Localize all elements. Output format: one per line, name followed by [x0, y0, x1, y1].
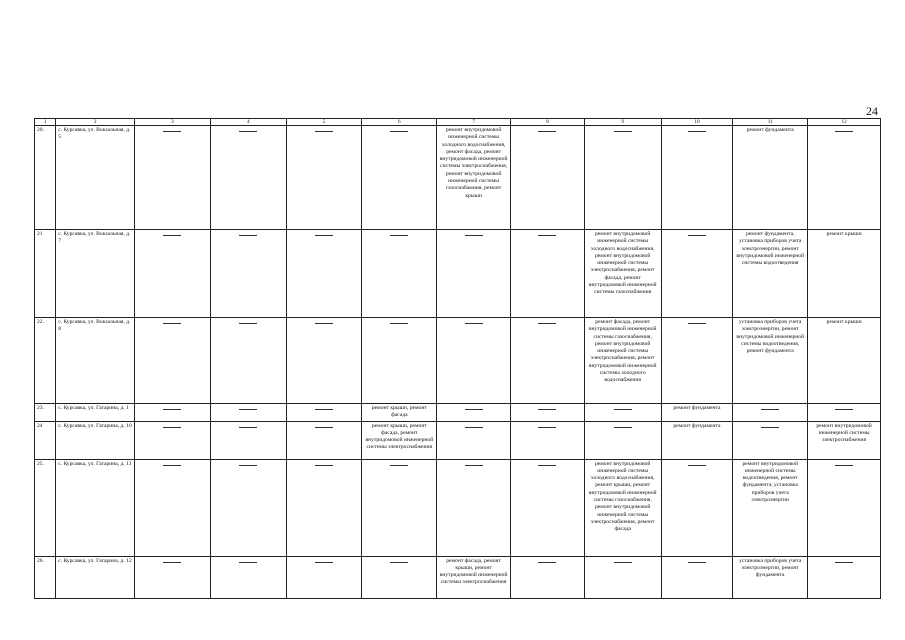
repair-work-cell: ремонт внутридомовой инженерной системы электроснабжения	[808, 421, 881, 459]
dash-mark	[835, 409, 853, 410]
dash-mark	[688, 465, 706, 466]
empty-dash-cell	[210, 421, 286, 459]
repair-work-cell: ремонт внутридомовой инженерной системы водоотведения, ремонт фундамента, установка приборов учета электроэнергии	[733, 459, 808, 556]
column-header: 2	[56, 119, 135, 126]
repair-work-cell: установка приборов учета электроэнергии, ремонт фундамента	[733, 556, 808, 598]
address-cell: с. Курсавка, ул. Гагарина, д. 1	[56, 404, 135, 422]
empty-dash-cell	[286, 126, 362, 230]
empty-dash-cell	[511, 556, 585, 598]
dash-mark	[688, 562, 706, 563]
dash-mark	[614, 409, 632, 410]
column-header: 10	[661, 119, 733, 126]
empty-dash-cell	[437, 318, 511, 404]
empty-dash-cell	[511, 230, 585, 318]
repair-work-cell: установка приборов учета электроэнергии, ремонт внутридомовой инженерной системы водоотведения, ремонт фундамента	[733, 318, 808, 404]
table-body	[35, 126, 881, 599]
empty-dash-cell	[437, 404, 511, 422]
empty-dash-cell	[661, 318, 733, 404]
dash-mark	[390, 235, 408, 236]
empty-dash-cell	[808, 404, 881, 422]
dash-mark	[315, 235, 333, 236]
empty-dash-cell	[135, 230, 211, 318]
empty-dash-cell	[808, 459, 881, 556]
empty-dash-cell	[135, 126, 211, 230]
row-number: 25.	[35, 459, 56, 556]
dash-mark	[315, 562, 333, 563]
dash-mark	[538, 562, 556, 563]
dash-mark	[465, 427, 483, 428]
empty-dash-cell	[511, 404, 585, 422]
dash-mark	[465, 235, 483, 236]
dash-mark	[538, 465, 556, 466]
column-header: 12	[808, 119, 881, 126]
repair-work-cell: ремонт фундамента	[733, 126, 808, 230]
dash-mark	[315, 323, 333, 324]
empty-dash-cell	[286, 318, 362, 404]
column-number-row	[35, 119, 881, 126]
empty-dash-cell	[135, 556, 211, 598]
dash-mark	[538, 131, 556, 132]
empty-dash-cell	[286, 404, 362, 422]
dash-mark	[465, 323, 483, 324]
dash-mark	[538, 323, 556, 324]
empty-dash-cell	[661, 459, 733, 556]
dash-mark	[163, 409, 181, 410]
dash-mark	[239, 131, 257, 132]
empty-dash-cell	[511, 459, 585, 556]
empty-dash-cell	[286, 556, 362, 598]
row-number: 26.	[35, 556, 56, 598]
table-row	[35, 459, 881, 556]
dash-mark	[614, 562, 632, 563]
repair-work-cell: ремонт крыши, ремонт фасада	[362, 404, 437, 422]
table-row	[35, 404, 881, 422]
empty-dash-cell	[437, 230, 511, 318]
address-cell: с. Курсавка, ул. Гагарина, д. 11	[56, 459, 135, 556]
address-cell: с. Курсавка, ул. Гагарина, д. 10	[56, 421, 135, 459]
empty-dash-cell	[135, 421, 211, 459]
empty-dash-cell	[437, 459, 511, 556]
dash-mark	[239, 465, 257, 466]
dash-mark	[761, 427, 779, 428]
column-header: 6	[362, 119, 437, 126]
row-number: 22.	[35, 318, 56, 404]
table-row	[35, 421, 881, 459]
empty-dash-cell	[286, 421, 362, 459]
row-number: 24	[35, 421, 56, 459]
empty-dash-cell	[808, 556, 881, 598]
empty-dash-cell	[511, 318, 585, 404]
repair-work-cell: ремонт фундамента	[661, 404, 733, 422]
dash-mark	[163, 465, 181, 466]
repair-schedule-table	[34, 118, 881, 599]
repair-work-cell: ремонт внутридомовой инженерной системы холодного водоснабжения, ремонт фасада, ремонт внутридомовой инженерной системы электроснабжения, ремонт внутридомовой инженерной системы газоснабжения, ремонт крыши	[437, 126, 511, 230]
column-header: 9	[584, 119, 661, 126]
dash-mark	[835, 131, 853, 132]
repair-work-cell: ремонт фундамента, установка приборов учета электроэнергии, ремонт внутридомовой инженерной системы водоотведения	[733, 230, 808, 318]
column-header: 7	[437, 119, 511, 126]
repair-work-cell: ремонт крыши	[808, 318, 881, 404]
empty-dash-cell	[733, 421, 808, 459]
empty-dash-cell	[135, 404, 211, 422]
dash-mark	[761, 409, 779, 410]
dash-mark	[390, 562, 408, 563]
repair-work-cell: ремонт фундамента	[661, 421, 733, 459]
table-row	[35, 318, 881, 404]
address-cell: с. Курсавка, ул. Вокзальная, д. 5	[56, 126, 135, 230]
empty-dash-cell	[733, 404, 808, 422]
row-number: 23.	[35, 404, 56, 422]
dash-mark	[614, 427, 632, 428]
empty-dash-cell	[584, 126, 661, 230]
column-header: 8	[511, 119, 585, 126]
dash-mark	[315, 427, 333, 428]
column-header: 4	[210, 119, 286, 126]
dash-mark	[163, 562, 181, 563]
row-number: 20.	[35, 126, 56, 230]
dash-mark	[239, 427, 257, 428]
repair-work-cell: ремонт внутридомовой инженерной системы холодного водоснабжения, ремонт внутридомовой инженерной системы электроснабжения, ремонт фасада, ремонт внутридомовой инженерной системы газоснабжения	[584, 230, 661, 318]
dash-mark	[538, 235, 556, 236]
empty-dash-cell	[362, 126, 437, 230]
dash-mark	[614, 131, 632, 132]
dash-mark	[163, 427, 181, 428]
repair-work-cell: ремонт внутридомовой инженерной системы холодного водоснабжения, ремонт крыши, ремонт внутридомовой инженерной системы газоснабжения, ремонт внутридомовой инженерной системы электроснабжения, ремонт фасада	[584, 459, 661, 556]
column-header: 3	[135, 119, 211, 126]
dash-mark	[390, 465, 408, 466]
empty-dash-cell	[210, 126, 286, 230]
empty-dash-cell	[584, 421, 661, 459]
empty-dash-cell	[210, 318, 286, 404]
repair-work-cell: ремонт фасада, ремонт внутридомовой инженерной системы газоснабжения, ремонт внутридомовой инженерной системы электроснабжения, ремонт внутридомовой инженерной системы холодного водоснабжения	[584, 318, 661, 404]
empty-dash-cell	[511, 421, 585, 459]
empty-dash-cell	[362, 556, 437, 598]
dash-mark	[315, 131, 333, 132]
empty-dash-cell	[210, 556, 286, 598]
address-cell: с. Курсавка, ул. Гагарина, д. 12	[56, 556, 135, 598]
dash-mark	[465, 409, 483, 410]
row-number: 21	[35, 230, 56, 318]
repair-work-cell: ремонт фасада, ремонт крыши, ремонт внутридомовой инженерной системы электроснабжения	[437, 556, 511, 598]
empty-dash-cell	[511, 126, 585, 230]
column-header: 1	[35, 119, 56, 126]
repair-work-cell: ремонт крыши	[808, 230, 881, 318]
empty-dash-cell	[135, 318, 211, 404]
table-row	[35, 230, 881, 318]
dash-mark	[688, 323, 706, 324]
dash-mark	[315, 409, 333, 410]
dash-mark	[688, 235, 706, 236]
dash-mark	[315, 465, 333, 466]
table-row	[35, 556, 881, 598]
page-number: 24	[866, 104, 878, 118]
empty-dash-cell	[584, 404, 661, 422]
empty-dash-cell	[661, 126, 733, 230]
dash-mark	[163, 323, 181, 324]
empty-dash-cell	[437, 421, 511, 459]
repair-work-cell: ремонт крыши, ремонт фасада, ремонт внутридомовой инженерной системы электроснабжения	[362, 421, 437, 459]
empty-dash-cell	[210, 459, 286, 556]
dash-mark	[835, 465, 853, 466]
address-cell: с. Курсавка, ул. Вокзальная, д. 8	[56, 318, 135, 404]
empty-dash-cell	[210, 404, 286, 422]
empty-dash-cell	[362, 318, 437, 404]
empty-dash-cell	[286, 459, 362, 556]
dash-mark	[239, 562, 257, 563]
address-cell: с. Курсавка, ул. Вокзальная, д. 7	[56, 230, 135, 318]
dash-mark	[239, 323, 257, 324]
dash-mark	[835, 562, 853, 563]
dash-mark	[465, 465, 483, 466]
dash-mark	[163, 235, 181, 236]
dash-mark	[390, 323, 408, 324]
empty-dash-cell	[362, 230, 437, 318]
empty-dash-cell	[661, 556, 733, 598]
dash-mark	[390, 131, 408, 132]
dash-mark	[163, 131, 181, 132]
column-header: 5	[286, 119, 362, 126]
empty-dash-cell	[135, 459, 211, 556]
empty-dash-cell	[661, 230, 733, 318]
dash-mark	[688, 131, 706, 132]
dash-mark	[538, 427, 556, 428]
dash-mark	[538, 409, 556, 410]
table-row	[35, 126, 881, 230]
empty-dash-cell	[210, 230, 286, 318]
dash-mark	[239, 235, 257, 236]
empty-dash-cell	[362, 459, 437, 556]
empty-dash-cell	[286, 230, 362, 318]
empty-dash-cell	[584, 556, 661, 598]
column-header: 11	[733, 119, 808, 126]
empty-dash-cell	[808, 126, 881, 230]
dash-mark	[239, 409, 257, 410]
